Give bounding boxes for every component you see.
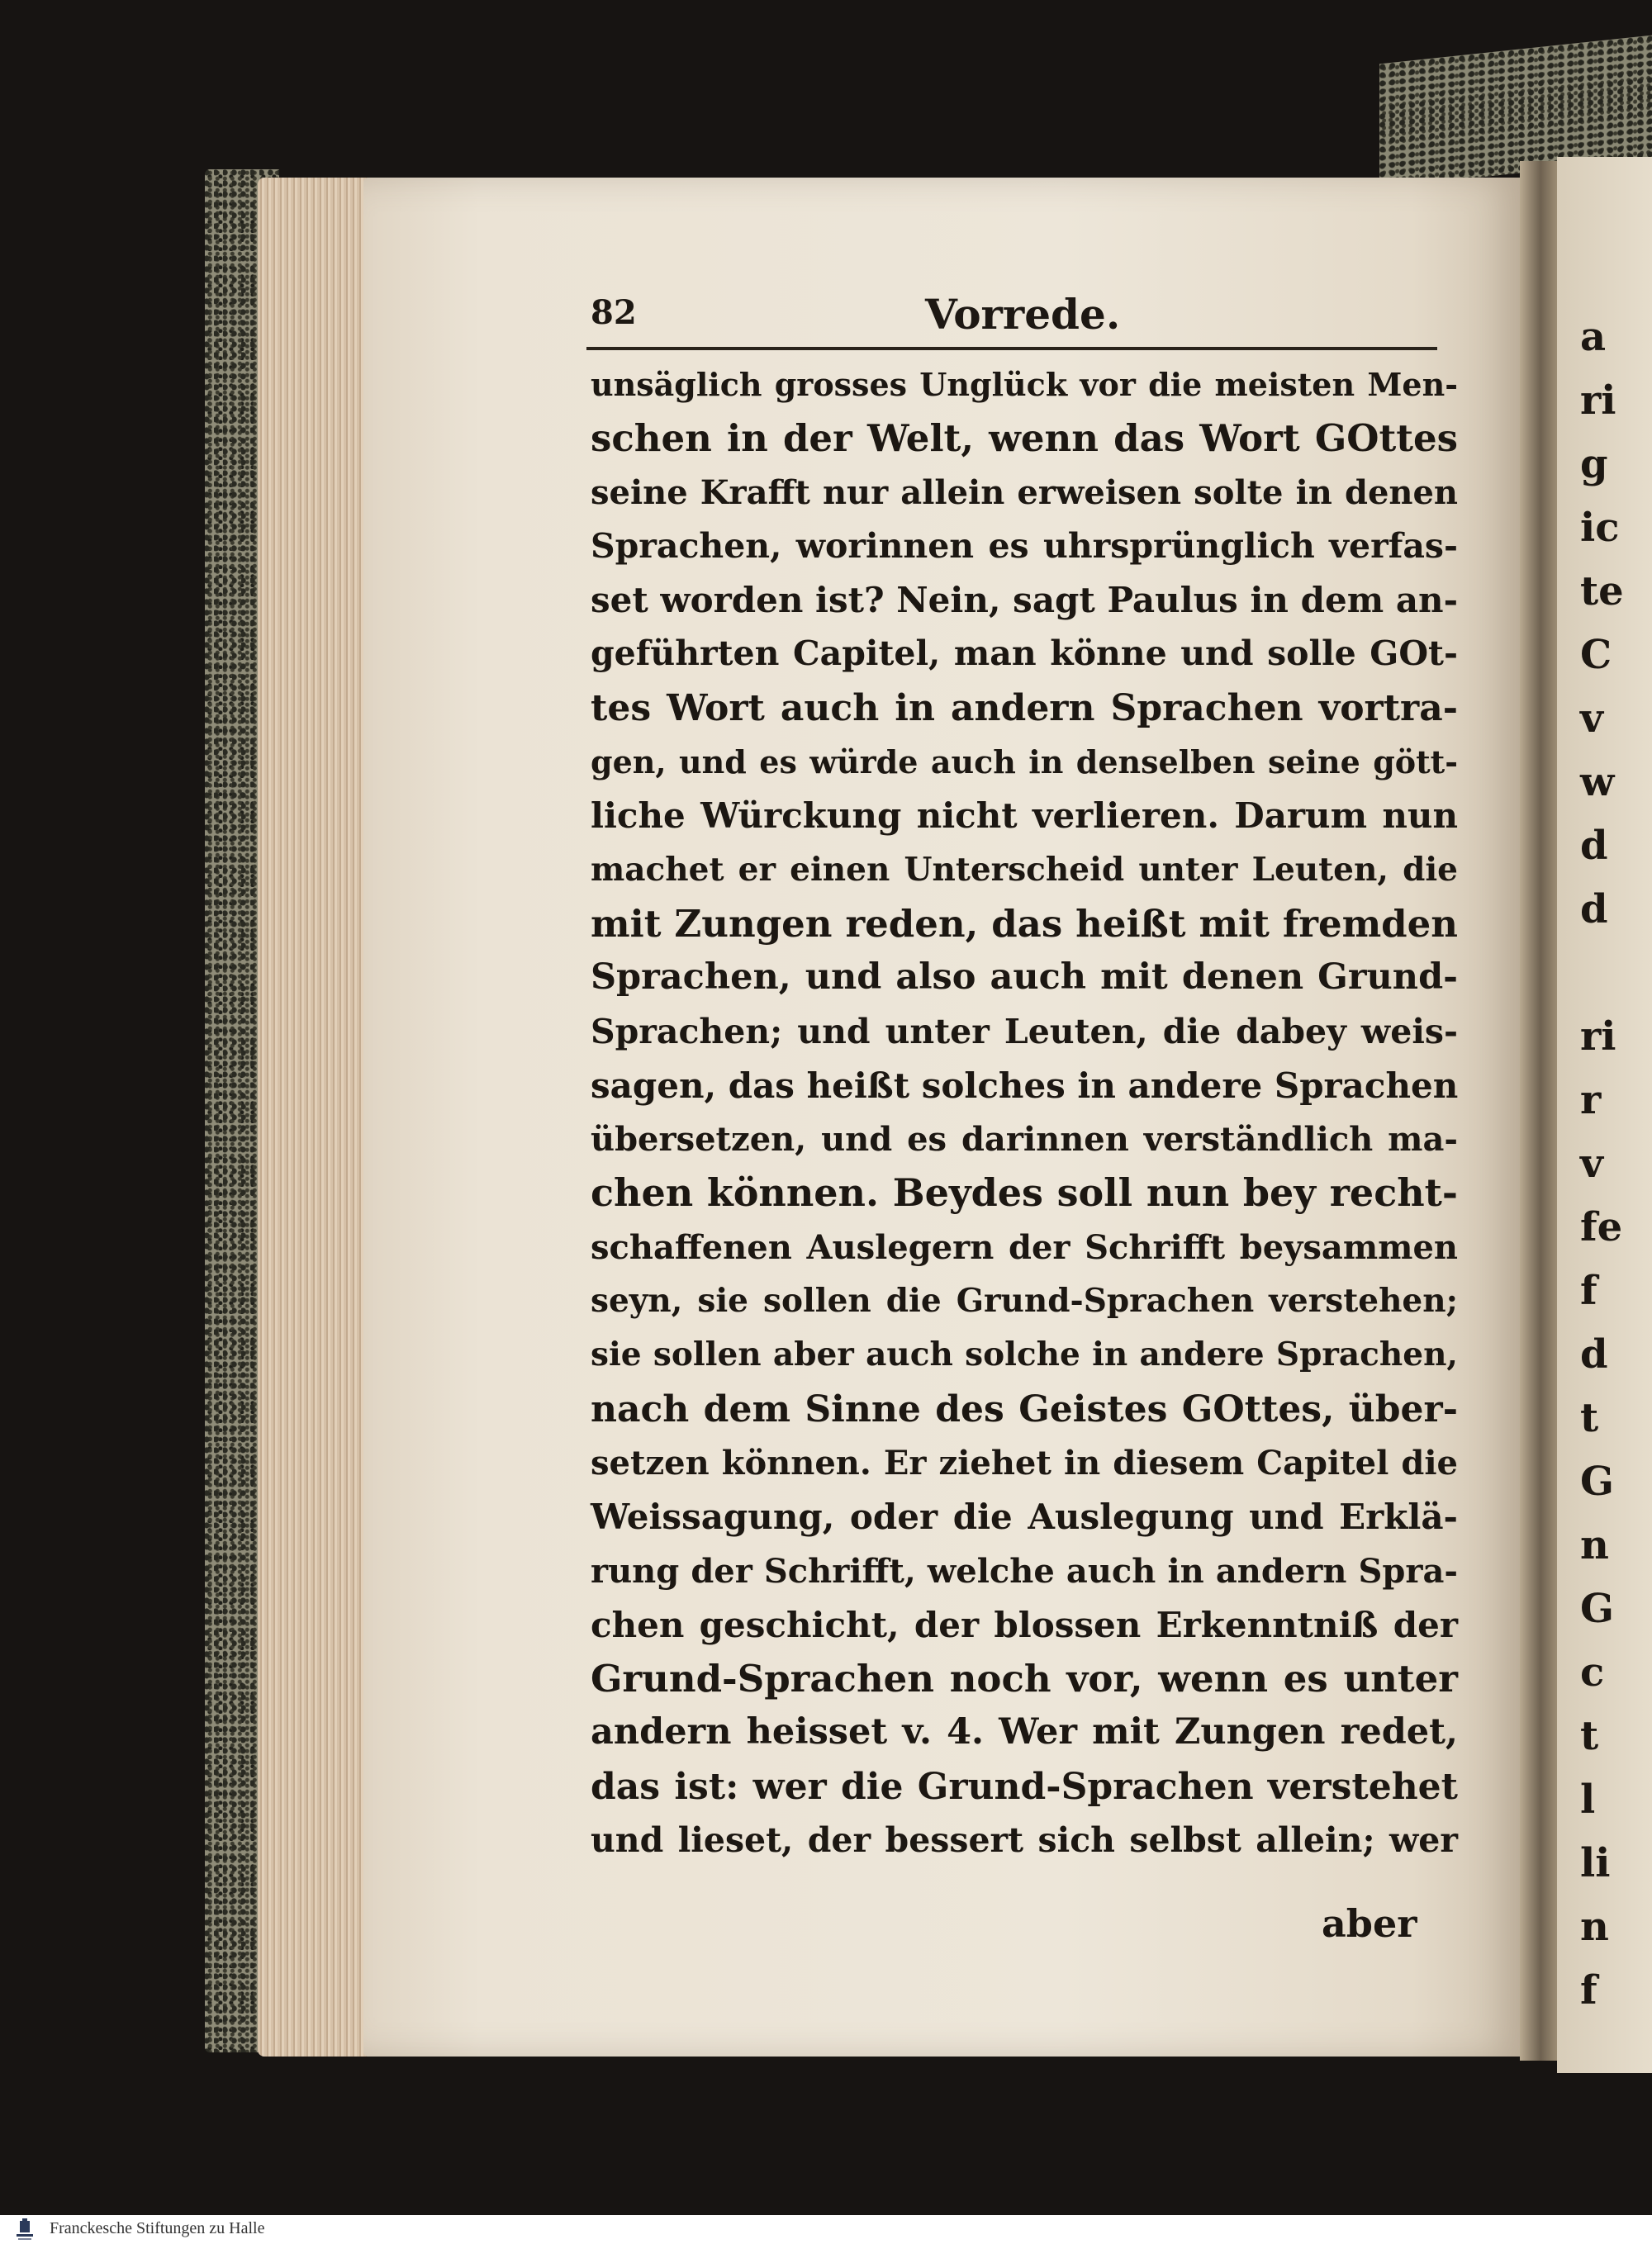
facing-page-fragment: ic (1580, 505, 1620, 551)
facing-page-fragment: li (1580, 1840, 1611, 1886)
running-title: Vorrede. (925, 290, 1121, 339)
text-line: sie sollen aber auch solche in andere Sprachen, (591, 1335, 1458, 1374)
text-line: mit Zungen reden, das heißt mit fremden (591, 901, 1458, 946)
footer-institution-label: Franckesche Stiftungen zu Halle (50, 2219, 265, 2237)
facing-page (1557, 157, 1652, 2073)
header-rule (586, 347, 1437, 350)
page-number: 82 (591, 293, 637, 332)
text-line: schaffenen Auslegern der Schrifft beysammen (591, 1227, 1458, 1267)
text-line: schen in der Welt, wenn das Wort GOttes (591, 416, 1458, 461)
facing-page-fragment: C (1580, 632, 1612, 678)
text-line: Sprachen; und unter Leuten, die dabey weis- (591, 1011, 1458, 1051)
facing-page-fragment: w (1580, 759, 1615, 805)
facing-page-fragment: d (1580, 1331, 1608, 1378)
facing-page-fragment: fe (1580, 1204, 1623, 1250)
facing-page-fragment: t (1580, 1713, 1599, 1759)
facing-page-fragment: r (1580, 1077, 1602, 1123)
facing-page-fragment: ri (1580, 1013, 1616, 1060)
facing-page-fragment: ri (1580, 377, 1616, 424)
facing-page-fragment: d (1580, 886, 1608, 932)
facing-page-fragment: a (1580, 314, 1607, 360)
text-line: sagen, das heißt solches in andere Sprachen (591, 1065, 1459, 1106)
text-line: seyn, sie sollen die Grund-Sprachen verstehen; (591, 1282, 1458, 1321)
facing-page-fragments (1580, 306, 1646, 2023)
body-text (591, 358, 1458, 1867)
text-line: und lieset, der bessert sich selbst allein; wer (591, 1820, 1458, 1861)
facing-page-fragment: f (1580, 1268, 1597, 1314)
text-line: liche Würckung nicht verlieren. Darum nun (591, 795, 1458, 837)
facing-page-fragment (1580, 942, 1646, 1005)
text-line: unsäglich grosses Unglück vor die meisten Men- (591, 366, 1458, 403)
text-line: geführten Capitel, man könne und solle GOt- (591, 633, 1458, 674)
text-line: tes Wort auch in andern Sprachen vortra- (591, 686, 1458, 729)
facing-page-fragment: t (1580, 1395, 1599, 1441)
text-line: seine Krafft nur allein erweisen solte in denen (591, 472, 1458, 512)
text-line: rung der Schrifft, welche auch in andern Spra- (591, 1551, 1458, 1591)
facing-page-fragment: d (1580, 823, 1608, 869)
text-line: übersetzen, und es darinnen verständlich ma- (591, 1120, 1458, 1160)
facing-page-fragment: G (1580, 1586, 1614, 1632)
facing-page-fragment: n (1580, 1522, 1609, 1568)
book-gutter (1520, 161, 1561, 2061)
text-line: Sprachen, und also auch mit denen Grund- (591, 956, 1458, 999)
facing-page-fragment: G (1580, 1459, 1614, 1505)
text-line: Weissagung, oder die Auslegung und Erklä- (591, 1497, 1458, 1538)
footer-bar (0, 2215, 1652, 2244)
text-line: nach dem Sinne des Geistes GOttes, über- (591, 1388, 1458, 1430)
text-line: andern heisset v. 4. Wer mit Zungen redet, (591, 1711, 1458, 1753)
text-line: Grund-Sprachen noch vor, wenn es unter (591, 1657, 1458, 1701)
facing-page-fragment: v (1580, 695, 1603, 742)
text-line: setzen können. Er ziehet in diesem Capitel die (591, 1443, 1458, 1483)
page-header (591, 290, 1433, 351)
facing-page-fragment: v (1580, 1141, 1603, 1187)
facing-page-fragment: te (1580, 568, 1624, 614)
text-line: gen, und es würde auch in denselben seine gött- (591, 743, 1458, 781)
facing-page-fragment: g (1580, 441, 1608, 487)
text-line: Sprachen, worinnen es uhrsprünglich verfas- (591, 525, 1458, 566)
text-line: chen können. Beydes soll nun bey recht- (591, 1170, 1458, 1216)
text-line: das ist: wer die Grund-Sprachen verstehet (591, 1765, 1458, 1808)
text-line: set worden ist? Nein, sagt Paulus in dem an- (591, 580, 1458, 621)
text-line: chen geschicht, der blossen Erkenntniß der (591, 1604, 1458, 1645)
facing-page-fragment: n (1580, 1904, 1609, 1950)
text-line: machet er einen Unterscheid unter Leuten, die (591, 850, 1458, 889)
institution-logo-icon (8, 2218, 41, 2242)
catchword: aber (1322, 1901, 1417, 1946)
facing-page-fragment: f (1580, 1967, 1597, 2014)
facing-page-fragment: l (1580, 1777, 1596, 1823)
facing-page-fragment: c (1580, 1649, 1605, 1696)
